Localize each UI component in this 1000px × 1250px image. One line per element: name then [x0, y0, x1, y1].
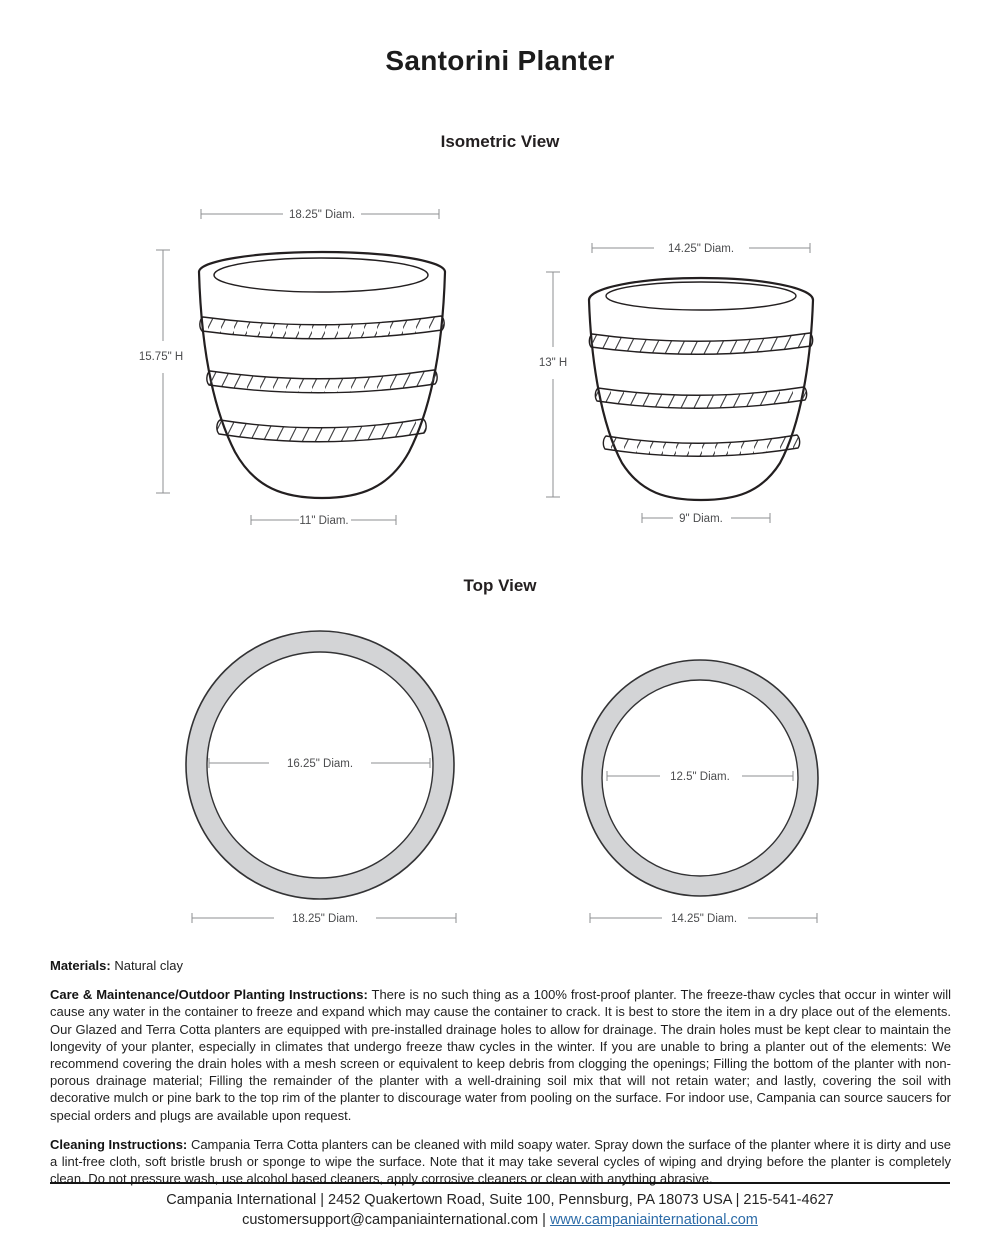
materials-value: Natural clay — [114, 958, 183, 973]
large-planter-rope-band-2 — [207, 370, 437, 393]
cleaning-instructions-text: Campania Terra Cotta planters can be cleaned with mild soapy water. Spray down the surface of the planter where it is dirty and use a lint-free cloth, soft bristle brush or sponge to wipe the surface. Note that it may take several cycles of wiping and drying before the planter is completely clean. Do not pressure wash, use alcohol based cleaners, apply corrosive cleaners or clean with anything abrasive. — [50, 1136, 951, 1187]
dim-small-top-diameter — [592, 243, 810, 255]
dim-label-large-height: 15.75" H — [138, 351, 184, 363]
materials-line — [50, 957, 951, 974]
care-instructions-paragraph — [50, 986, 951, 1124]
dim-label-large-outer-diameter: 18.25" Diam. — [291, 913, 359, 925]
footer-address-line: Campania International | 2452 Quakertown Road, Suite 100, Pennsburg, PA 18073 USA | 215-541-4627 — [166, 1192, 834, 1208]
footer-email: customersupport@campaniainternational.com — [242, 1212, 539, 1228]
page-title: Santorini Planter — [385, 44, 615, 76]
dim-large-height — [139, 250, 183, 493]
specifications-text-block — [50, 957, 951, 1199]
dim-small-outer-diameter — [590, 913, 817, 925]
dim-label-small-height: 13" H — [538, 357, 568, 369]
small-planter-opening — [606, 282, 796, 310]
small-planter-rope-band-2 — [595, 387, 806, 408]
dim-label-large-bottom-diameter: 11" Diam. — [299, 515, 349, 527]
cleaning-instructions-label: Cleaning Instructions: — [50, 1136, 188, 1152]
isometric-large-planter-drawing — [199, 252, 445, 498]
dim-label-large-opening-diameter: 16.25" Diam. — [286, 758, 354, 770]
footer — [50, 1182, 950, 1230]
dim-label-small-outer-diameter: 14.25" Diam. — [670, 913, 738, 925]
dim-label-small-bottom-diameter: 9" Diam. — [679, 513, 723, 525]
dim-large-bottom-diameter — [251, 515, 396, 527]
dim-label-large-top-diameter: 18.25" Diam. — [288, 209, 356, 221]
care-instructions-label: Care & Maintenance/Outdoor Planting Instructions: — [50, 987, 368, 1003]
large-planter-rope-band-3 — [217, 419, 426, 442]
cleaning-instructions-paragraph — [50, 1136, 951, 1188]
isometric-small-planter-drawing — [589, 278, 813, 500]
top-view-heading: Top View — [463, 576, 537, 595]
materials-label: Materials: — [50, 958, 111, 973]
dim-label-small-top-diameter: 14.25" Diam. — [667, 243, 735, 255]
dim-small-height — [539, 272, 567, 497]
dim-small-bottom-diameter — [642, 513, 770, 525]
top-view-large-drawing — [186, 631, 454, 899]
large-planter-rope-band-1 — [200, 316, 444, 339]
footer-contact-line — [50, 1210, 950, 1230]
large-planter-rim-outline — [199, 252, 445, 272]
care-instructions-text: There is no such thing as a 100% frost-proof planter. The freeze-thaw cycles that occur in winter will cause any water in the container to freeze and expand which may cause the container to crack. It is best to store the item in a dry place out of the elements. Our Glazed and Terra Cotta planters are equipped with pre-installed drainage holes to allow for drainage. The drain holes must be kept clear to maintain the longevity of your planter, especially in climates that undergo freeze thaw cycles in the winter. If you are unable to bring a planter out of the elements: We recommend covering the drain holes with a mesh screen or equivalent to keep debris from clogging the openings; Filling the bottom of the planter with non-porous drainage material; Filling the remainder of the planter with a well-draining soil mix that will not retain water; and lastly, covering the soil with decorative mulch or pine bark to the top rim of the planter to discourage water from pooling on the surface. For indoor use, Campania can source saucers for special orders and plugs are available upon request. — [50, 987, 951, 1123]
small-planter-rope-band-3 — [603, 435, 799, 456]
dim-large-top-diameter — [201, 209, 439, 221]
small-planter-rope-band-1 — [589, 333, 812, 354]
dim-large-outer-diameter — [192, 913, 456, 925]
large-planter-opening — [214, 258, 428, 292]
isometric-view-heading: Isometric View — [440, 132, 560, 151]
footer-website-link[interactable]: www.campaniainternational.com — [549, 1212, 758, 1228]
dim-label-small-opening-diameter: 12.5" Diam. — [670, 771, 730, 783]
top-view-small-drawing — [582, 660, 818, 896]
footer-separator: | — [542, 1212, 546, 1228]
